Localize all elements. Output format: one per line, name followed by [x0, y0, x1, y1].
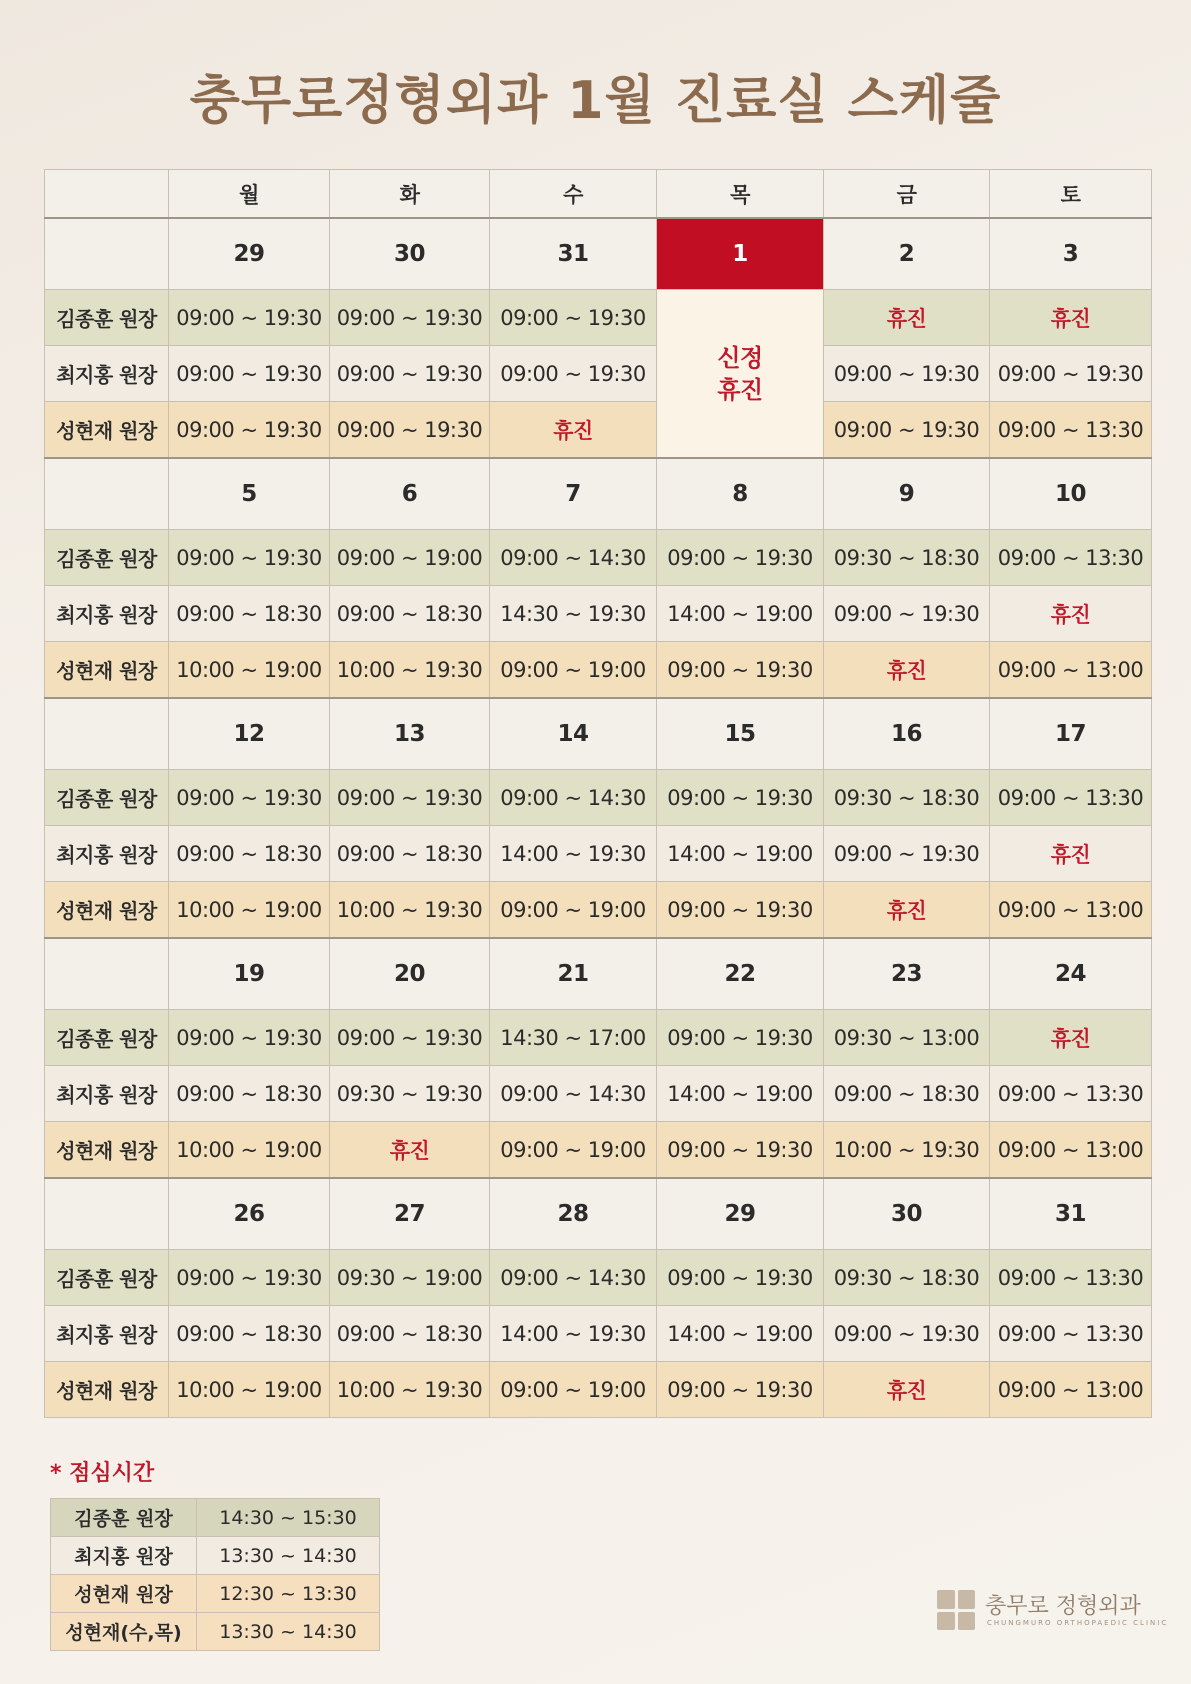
lunch-table: [50, 1498, 380, 1651]
schedule-cell: 휴진: [990, 290, 1152, 346]
schedule-cell: 휴진: [824, 290, 990, 346]
schedule-cell: 09:00 ~ 19:00: [330, 530, 490, 586]
schedule-cell: 09:30 ~ 19:00: [330, 1250, 490, 1306]
date-cell: 13: [330, 698, 490, 770]
schedule-cell: 09:00 ~ 19:30: [330, 346, 490, 402]
doctor-name: 김종훈 원장: [45, 1010, 169, 1066]
logo-name: 충무로 정형외과: [985, 1594, 1141, 1619]
date-cell: 30: [824, 1178, 990, 1250]
doctor-name: 성현재 원장: [45, 882, 169, 939]
schedule-cell: 09:30 ~ 13:00: [824, 1010, 990, 1066]
schedule-cell: 09:00 ~ 13:00: [990, 642, 1152, 699]
date-row: [45, 938, 1152, 1010]
schedule-cell: 10:00 ~ 19:00: [169, 1362, 330, 1418]
lunch-time: 14:30 ~ 15:30: [197, 1499, 380, 1537]
date-cell: 26: [169, 1178, 330, 1250]
clinic-logo-icon: [937, 1590, 975, 1630]
schedule-cell: 09:00 ~ 18:30: [169, 826, 330, 882]
schedule-cell: 09:00 ~ 14:30: [490, 530, 657, 586]
date-row-label: [45, 1178, 169, 1250]
schedule-cell: 14:00 ~ 19:00: [657, 826, 824, 882]
schedule-cell: 휴진: [990, 586, 1152, 642]
doctor-schedule-row: [45, 346, 1152, 402]
schedule-cell: 09:00 ~ 13:00: [990, 1362, 1152, 1418]
schedule-cell: 09:00 ~ 13:30: [990, 530, 1152, 586]
date-cell: 12: [169, 698, 330, 770]
date-cell: 8: [657, 458, 824, 530]
schedule-cell: 09:00 ~ 19:00: [490, 1122, 657, 1179]
schedule-cell: 14:30 ~ 19:30: [490, 586, 657, 642]
doctor-schedule-row: [45, 402, 1152, 459]
corner-cell: [45, 170, 169, 219]
schedule-cell: 09:00 ~ 19:30: [657, 1362, 824, 1418]
date-cell: 27: [330, 1178, 490, 1250]
schedule-cell: 09:00 ~ 19:30: [330, 770, 490, 826]
schedule-cell: 09:00 ~ 19:30: [490, 346, 657, 402]
doctor-schedule-row: [45, 1362, 1152, 1418]
schedule-cell: 09:00 ~ 19:30: [330, 1010, 490, 1066]
lunch-row: [51, 1537, 380, 1575]
weekday-header: 금: [824, 170, 990, 219]
schedule-cell: 09:00 ~ 19:00: [490, 882, 657, 939]
date-cell: 29: [657, 1178, 824, 1250]
schedule-table: [44, 169, 1152, 1418]
weekday-header: 월: [169, 170, 330, 219]
date-row: [45, 458, 1152, 530]
schedule-cell: 09:00 ~ 19:30: [657, 1122, 824, 1179]
doctor-schedule-row: [45, 530, 1152, 586]
schedule-cell: 09:00 ~ 19:00: [490, 642, 657, 699]
schedule-cell: 09:00 ~ 14:30: [490, 1250, 657, 1306]
schedule-cell: 09:00 ~ 19:30: [330, 402, 490, 459]
doctor-schedule-row: [45, 1122, 1152, 1179]
weekday-header: 화: [330, 170, 490, 219]
weekday-header: 목: [657, 170, 824, 219]
schedule-cell: 09:00 ~ 14:30: [490, 770, 657, 826]
schedule-cell: 10:00 ~ 19:30: [330, 1362, 490, 1418]
doctor-schedule-row: [45, 1010, 1152, 1066]
date-row-label: [45, 218, 169, 290]
date-cell: 7: [490, 458, 657, 530]
lunch-title: * 점심시간: [50, 1461, 155, 1486]
schedule-cell: 09:00 ~ 19:30: [169, 530, 330, 586]
date-cell: 14: [490, 698, 657, 770]
doctor-name: 최지홍 원장: [45, 346, 169, 402]
doctor-schedule-row: [45, 826, 1152, 882]
schedule-cell: 10:00 ~ 19:00: [169, 1122, 330, 1179]
schedule-cell: 09:00 ~ 18:30: [169, 586, 330, 642]
schedule-cell: 09:00 ~ 19:00: [490, 1362, 657, 1418]
doctor-schedule-row: [45, 1306, 1152, 1362]
holiday-note-line: 신정: [717, 343, 763, 372]
schedule-cell: 09:00 ~ 19:30: [657, 770, 824, 826]
lunch-row: [51, 1613, 380, 1651]
doctor-name: 성현재 원장: [45, 642, 169, 699]
lunch-doctor-name: 성현재(수,목): [51, 1613, 197, 1651]
date-cell: 17: [990, 698, 1152, 770]
schedule-cell: 09:00 ~ 19:30: [330, 290, 490, 346]
schedule-cell: 09:00 ~ 18:30: [169, 1306, 330, 1362]
schedule-cell: 휴진: [824, 642, 990, 699]
schedule-cell: 14:00 ~ 19:00: [657, 586, 824, 642]
doctor-name: 성현재 원장: [45, 1122, 169, 1179]
date-row: [45, 1178, 1152, 1250]
date-cell: 23: [824, 938, 990, 1010]
schedule-cell: 09:00 ~ 19:30: [657, 1010, 824, 1066]
doctor-schedule-row: [45, 1066, 1152, 1122]
doctor-name: 김종훈 원장: [45, 530, 169, 586]
holiday-note: [657, 290, 824, 459]
doctor-name: 성현재 원장: [45, 1362, 169, 1418]
schedule-cell: 휴진: [990, 826, 1152, 882]
schedule-cell: 09:00 ~ 18:30: [330, 826, 490, 882]
date-cell: 22: [657, 938, 824, 1010]
schedule-cell: 09:00 ~ 18:30: [330, 1306, 490, 1362]
doctor-schedule-row: [45, 586, 1152, 642]
schedule-cell: 09:00 ~ 19:30: [824, 402, 990, 459]
schedule-cell: 09:00 ~ 13:30: [990, 1306, 1152, 1362]
lunch-doctor-name: 최지홍 원장: [51, 1537, 197, 1575]
doctor-name: 성현재 원장: [45, 402, 169, 459]
date-cell: 19: [169, 938, 330, 1010]
schedule-cell: 09:00 ~ 19:30: [169, 770, 330, 826]
lunch-time: 12:30 ~ 13:30: [197, 1575, 380, 1613]
schedule-cell: 휴진: [824, 1362, 990, 1418]
doctor-schedule-row: [45, 290, 1152, 346]
schedule-cell: 09:00 ~ 19:30: [657, 1250, 824, 1306]
schedule-cell: 09:00 ~ 19:30: [169, 1010, 330, 1066]
page-title: 충무로정형외과 1월 진료실 스케줄: [189, 71, 1002, 131]
date-cell: 30: [330, 218, 490, 290]
doctor-name: 최지홍 원장: [45, 1066, 169, 1122]
doctor-name: 김종훈 원장: [45, 770, 169, 826]
schedule-cell: 09:00 ~ 18:30: [824, 1066, 990, 1122]
schedule-cell: 14:00 ~ 19:00: [657, 1066, 824, 1122]
schedule-cell: 09:00 ~ 13:30: [990, 1250, 1152, 1306]
lunch-doctor-name: 성현재 원장: [51, 1575, 197, 1613]
date-row: [45, 218, 1152, 290]
schedule-cell: 09:30 ~ 18:30: [824, 770, 990, 826]
schedule-cell: 09:00 ~ 19:30: [657, 642, 824, 699]
schedule-cell: 09:00 ~ 19:30: [490, 290, 657, 346]
schedule-cell: 09:00 ~ 19:30: [657, 530, 824, 586]
schedule-cell: 09:00 ~ 19:30: [169, 402, 330, 459]
lunch-time: 13:30 ~ 14:30: [197, 1537, 380, 1575]
schedule-cell: 09:00 ~ 19:30: [990, 346, 1152, 402]
doctor-name: 최지홍 원장: [45, 586, 169, 642]
date-cell: 31: [990, 1178, 1152, 1250]
date-cell: 1: [657, 218, 824, 290]
schedule-cell: 09:00 ~ 19:30: [824, 826, 990, 882]
schedule-cell: 09:00 ~ 13:00: [990, 1122, 1152, 1179]
schedule-cell: 휴진: [990, 1010, 1152, 1066]
date-cell: 21: [490, 938, 657, 1010]
doctor-name: 김종훈 원장: [45, 290, 169, 346]
weekday-header: 수: [490, 170, 657, 219]
date-cell: 24: [990, 938, 1152, 1010]
schedule-cell: 09:00 ~ 13:30: [990, 770, 1152, 826]
date-row: [45, 698, 1152, 770]
schedule-cell: 09:00 ~ 19:30: [824, 1306, 990, 1362]
schedule-cell: 09:30 ~ 19:30: [330, 1066, 490, 1122]
lunch-doctor-name: 김종훈 원장: [51, 1499, 197, 1537]
schedule-cell: 09:00 ~ 13:00: [990, 882, 1152, 939]
schedule-cell: 14:00 ~ 19:00: [657, 1306, 824, 1362]
schedule-cell: 09:00 ~ 19:30: [824, 346, 990, 402]
lunch-row: [51, 1499, 380, 1537]
schedule-cell: 09:00 ~ 18:30: [169, 1066, 330, 1122]
date-cell: 16: [824, 698, 990, 770]
schedule-cell: 09:00 ~ 19:30: [824, 586, 990, 642]
doctor-name: 최지홍 원장: [45, 1306, 169, 1362]
weekday-header-row: [45, 170, 1152, 219]
schedule-cell: 09:00 ~ 13:30: [990, 402, 1152, 459]
lunch-row: [51, 1575, 380, 1613]
date-row-label: [45, 698, 169, 770]
doctor-name: 김종훈 원장: [45, 1250, 169, 1306]
date-cell: 29: [169, 218, 330, 290]
doctor-schedule-row: [45, 770, 1152, 826]
schedule-cell: 14:30 ~ 17:00: [490, 1010, 657, 1066]
clinic-logo: [937, 1588, 1169, 1636]
schedule-cell: 09:00 ~ 18:30: [330, 586, 490, 642]
schedule-cell: 14:00 ~ 19:30: [490, 1306, 657, 1362]
schedule-cell: 09:00 ~ 19:30: [169, 346, 330, 402]
date-cell: 10: [990, 458, 1152, 530]
schedule-cell: 10:00 ~ 19:30: [330, 642, 490, 699]
doctor-schedule-row: [45, 642, 1152, 699]
schedule-cell: 10:00 ~ 19:30: [824, 1122, 990, 1179]
date-cell: 2: [824, 218, 990, 290]
schedule-cell: 휴진: [824, 882, 990, 939]
lunch-time: 13:30 ~ 14:30: [197, 1613, 380, 1651]
date-cell: 3: [990, 218, 1152, 290]
date-row-label: [45, 938, 169, 1010]
schedule-cell: 10:00 ~ 19:00: [169, 882, 330, 939]
schedule-cell: 14:00 ~ 19:30: [490, 826, 657, 882]
logo-subtitle: CHUNGMURO ORTHOPAEDIC CLINIC: [987, 1619, 1169, 1627]
date-cell: 20: [330, 938, 490, 1010]
schedule-cell: 10:00 ~ 19:00: [169, 642, 330, 699]
weekday-header: 토: [990, 170, 1152, 219]
date-cell: 28: [490, 1178, 657, 1250]
date-cell: 15: [657, 698, 824, 770]
schedule-cell: 10:00 ~ 19:30: [330, 882, 490, 939]
schedule-cell: 09:30 ~ 18:30: [824, 1250, 990, 1306]
schedule-cell: 09:00 ~ 14:30: [490, 1066, 657, 1122]
holiday-note-line: 휴진: [717, 375, 763, 404]
schedule-cell: 09:00 ~ 19:30: [169, 1250, 330, 1306]
date-cell: 9: [824, 458, 990, 530]
schedule-cell: 휴진: [490, 402, 657, 459]
date-cell: 31: [490, 218, 657, 290]
date-cell: 6: [330, 458, 490, 530]
schedule-cell: 휴진: [330, 1122, 490, 1179]
schedule-cell: 09:00 ~ 19:30: [169, 290, 330, 346]
doctor-name: 최지홍 원장: [45, 826, 169, 882]
date-cell: 5: [169, 458, 330, 530]
doctor-schedule-row: [45, 882, 1152, 939]
schedule-cell: 09:00 ~ 13:30: [990, 1066, 1152, 1122]
schedule-cell: 09:30 ~ 18:30: [824, 530, 990, 586]
doctor-schedule-row: [45, 1250, 1152, 1306]
schedule-cell: 09:00 ~ 19:30: [657, 882, 824, 939]
date-row-label: [45, 458, 169, 530]
